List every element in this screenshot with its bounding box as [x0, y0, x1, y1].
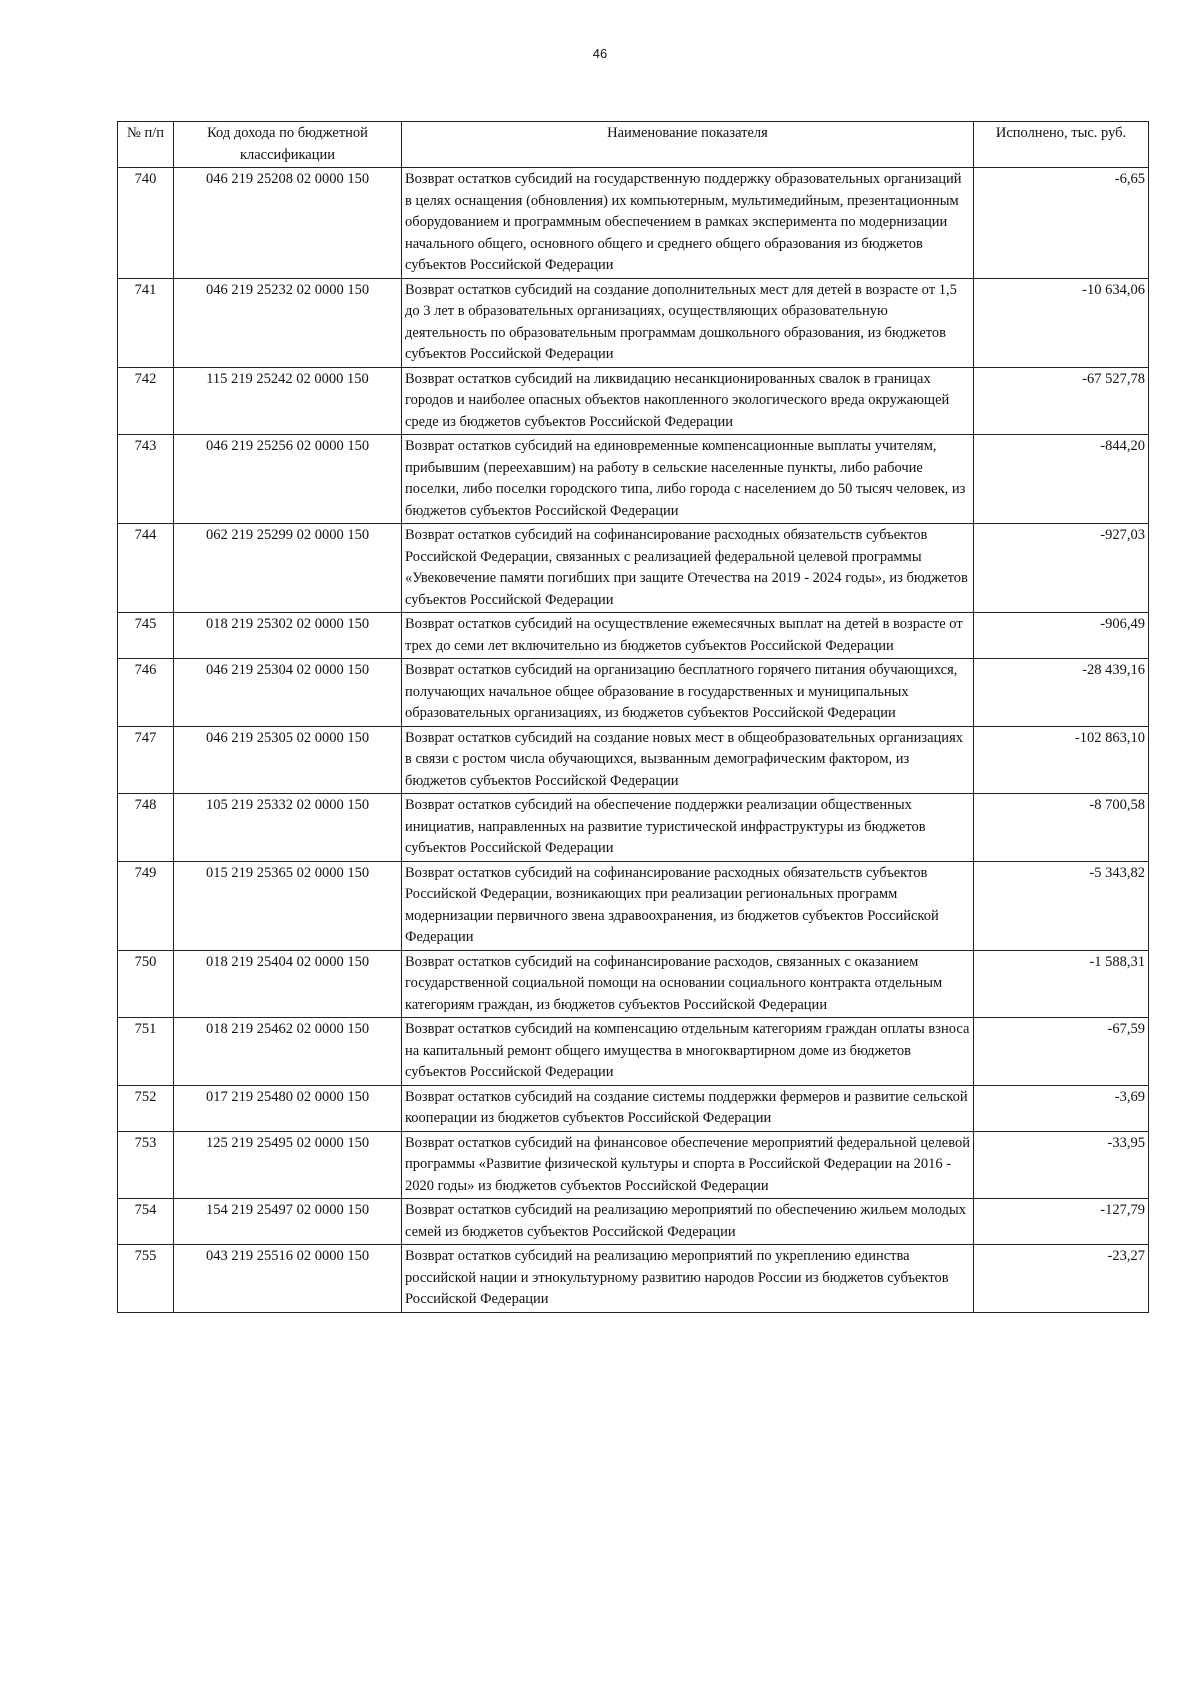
table-row [118, 278, 1149, 367]
row-name: Возврат остатков субсидий на софинансирование расходов, связанных с оказанием государственной социальной помощи на основании социального контракта отдельным категориям граждан, из бюджетов субъектов Российской Федерации [402, 950, 974, 1018]
row-name: Возврат остатков субсидий на компенсацию отдельным категориям граждан оплаты взноса на капитальный ремонт общего имущества в многоквартирном доме из бюджетов субъектов Российской Федерации [402, 1018, 974, 1086]
table-row [118, 659, 1149, 727]
row-value: -67,59 [974, 1018, 1149, 1086]
row-code: 125 219 25495 02 0000 150 [174, 1131, 402, 1199]
row-name: Возврат остатков субсидий на реализацию мероприятий по обеспечению жильем молодых семей из бюджетов субъектов Российской Федерации [402, 1199, 974, 1245]
row-value: -10 634,06 [974, 278, 1149, 367]
table-row [118, 524, 1149, 613]
row-number: 747 [118, 726, 174, 794]
table-row [118, 1199, 1149, 1245]
row-name: Возврат остатков субсидий на создание системы поддержки фермеров и развитие сельской кооперации из бюджетов субъектов Российской Федерации [402, 1085, 974, 1131]
row-number: 745 [118, 613, 174, 659]
row-code: 154 219 25497 02 0000 150 [174, 1199, 402, 1245]
table-row [118, 435, 1149, 524]
row-name: Возврат остатков субсидий на ликвидацию несанкционированных свалок в границах городов и наиболее опасных объектов накопленного экологического вреда окружающей среде из бюджетов субъектов Российской Федерации [402, 367, 974, 435]
budget-table [117, 121, 1149, 1313]
row-number: 749 [118, 861, 174, 950]
table-row [118, 613, 1149, 659]
row-code: 046 219 25256 02 0000 150 [174, 435, 402, 524]
row-value: -8 700,58 [974, 794, 1149, 862]
row-name: Возврат остатков субсидий на создание дополнительных мест для детей в возрасте от 1,5 до 3 лет в образовательных организациях, осуществляющих образовательную деятельность по образовательным программам дошкольного образования, из бюджетов субъектов Российской Федерации [402, 278, 974, 367]
row-number: 744 [118, 524, 174, 613]
row-number: 751 [118, 1018, 174, 1086]
row-code: 017 219 25480 02 0000 150 [174, 1085, 402, 1131]
header-value: Исполнено, тыс. руб. [974, 122, 1149, 168]
row-code: 046 219 25232 02 0000 150 [174, 278, 402, 367]
row-code: 046 219 25305 02 0000 150 [174, 726, 402, 794]
row-number: 754 [118, 1199, 174, 1245]
row-name: Возврат остатков субсидий на единовременные компенсационные выплаты учителям, прибывшим (переехавшим) на работу в сельские населенные пункты, либо рабочие поселки, либо поселки городского типа, либо города с населением до 50 тысяч человек, из бюджетов субъектов Российской Федерации [402, 435, 974, 524]
table-row [118, 950, 1149, 1018]
page-number: 46 [592, 46, 608, 61]
row-name: Возврат остатков субсидий на осуществление ежемесячных выплат на детей в возрасте от трех до семи лет включительно из бюджетов субъектов Российской Федерации [402, 613, 974, 659]
row-code: 115 219 25242 02 0000 150 [174, 367, 402, 435]
row-number: 740 [118, 168, 174, 279]
row-code: 046 219 25304 02 0000 150 [174, 659, 402, 727]
table-header-row [118, 122, 1149, 168]
row-number: 742 [118, 367, 174, 435]
row-name: Возврат остатков субсидий на финансовое обеспечение мероприятий федеральной целевой программы «Развитие физической культуры и спорта в Российской Федерации на 2016 - 2020 годы» из бюджетов субъектов Российской Федерации [402, 1131, 974, 1199]
row-code: 018 219 25404 02 0000 150 [174, 950, 402, 1018]
table-row [118, 367, 1149, 435]
row-value: -127,79 [974, 1199, 1149, 1245]
row-code: 015 219 25365 02 0000 150 [174, 861, 402, 950]
row-value: -23,27 [974, 1245, 1149, 1313]
row-value: -67 527,78 [974, 367, 1149, 435]
row-value: -102 863,10 [974, 726, 1149, 794]
row-code: 046 219 25208 02 0000 150 [174, 168, 402, 279]
row-value: -28 439,16 [974, 659, 1149, 727]
row-code: 043 219 25516 02 0000 150 [174, 1245, 402, 1313]
row-value: -3,69 [974, 1085, 1149, 1131]
header-code: Код дохода по бюджетной классификации [174, 122, 402, 168]
row-name: Возврат остатков субсидий на реализацию мероприятий по укреплению единства российской нации и этнокультурному развитию народов России из бюджетов субъектов Российской Федерации [402, 1245, 974, 1313]
row-number: 755 [118, 1245, 174, 1313]
row-number: 746 [118, 659, 174, 727]
row-value: -5 343,82 [974, 861, 1149, 950]
row-name: Возврат остатков субсидий на государственную поддержку образовательных организаций в целях оснащения (обновления) их компьютерным, мультимедийным, презентационным оборудованием и программным обеспечением в рамках эксперимента по модернизации начального общего, основного общего и среднего общего образования из бюджетов субъектов Российской Федерации [402, 168, 974, 279]
row-number: 750 [118, 950, 174, 1018]
row-code: 018 219 25302 02 0000 150 [174, 613, 402, 659]
row-number: 748 [118, 794, 174, 862]
header-name: Наименование показателя [402, 122, 974, 168]
row-code: 018 219 25462 02 0000 150 [174, 1018, 402, 1086]
table-row [118, 1131, 1149, 1199]
table-row [118, 861, 1149, 950]
row-value: -1 588,31 [974, 950, 1149, 1018]
row-value: -6,65 [974, 168, 1149, 279]
row-code: 105 219 25332 02 0000 150 [174, 794, 402, 862]
row-name: Возврат остатков субсидий на софинансирование расходных обязательств субъектов Российской Федерации, возникающих при реализации региональных программ модернизации первичного звена здравоохранения, из бюджетов субъектов Российской Федерации [402, 861, 974, 950]
row-name: Возврат остатков субсидий на создание новых мест в общеобразовательных организациях в связи с ростом числа обучающихся, вызванным демографическим фактором, из бюджетов субъектов Российской Федерации [402, 726, 974, 794]
row-value: -844,20 [974, 435, 1149, 524]
header-num: № п/п [118, 122, 174, 168]
row-value: -33,95 [974, 1131, 1149, 1199]
row-number: 741 [118, 278, 174, 367]
table-row [118, 168, 1149, 279]
table-row [118, 1085, 1149, 1131]
row-number: 752 [118, 1085, 174, 1131]
row-name: Возврат остатков субсидий на обеспечение поддержки реализации общественных инициатив, направленных на развитие туристической инфраструктуры из бюджетов субъектов Российской Федерации [402, 794, 974, 862]
table-row [118, 1018, 1149, 1086]
row-value: -927,03 [974, 524, 1149, 613]
row-value: -906,49 [974, 613, 1149, 659]
table-row [118, 726, 1149, 794]
row-number: 753 [118, 1131, 174, 1199]
row-number: 743 [118, 435, 174, 524]
row-name: Возврат остатков субсидий на софинансирование расходных обязательств субъектов Российской Федерации, связанных с реализацией федеральной целевой программы «Увековечение памяти погибших при защите Отечества на 2019 - 2024 годы», из бюджетов субъектов Российской Федерации [402, 524, 974, 613]
row-name: Возврат остатков субсидий на организацию бесплатного горячего питания обучающихся, получающих начальное общее образование в государственных и муниципальных образовательных организациях, из бюджетов субъектов Российской Федерации [402, 659, 974, 727]
table-row [118, 794, 1149, 862]
table-row [118, 1245, 1149, 1313]
row-code: 062 219 25299 02 0000 150 [174, 524, 402, 613]
